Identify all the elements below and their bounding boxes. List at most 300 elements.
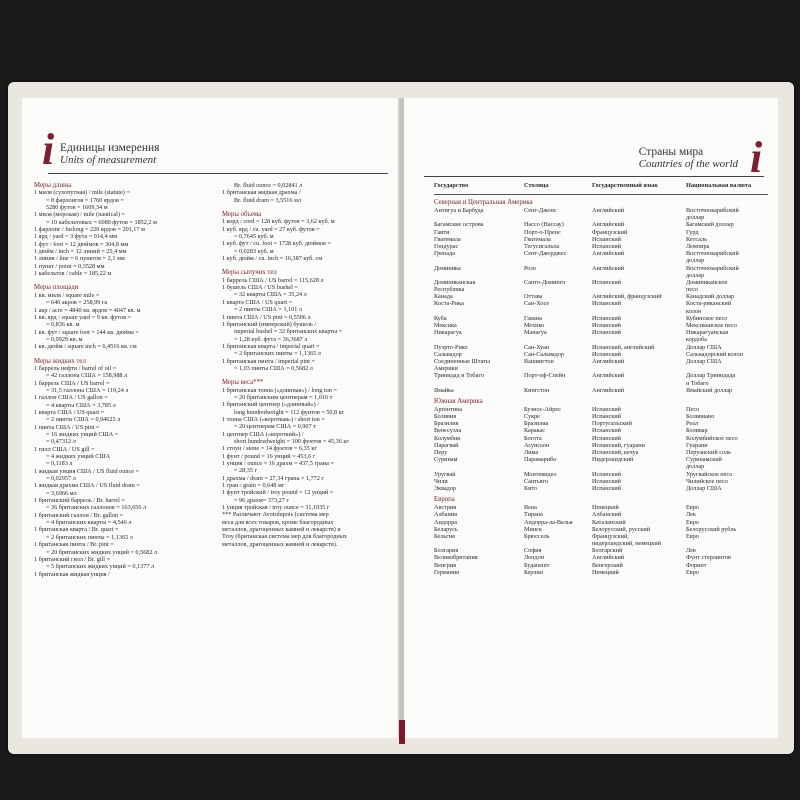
language-name: Венгерский bbox=[592, 561, 623, 569]
unit-line: = 16 жидких унций США = bbox=[46, 431, 119, 438]
currency-name: Боливиано bbox=[686, 413, 715, 421]
capital-name: Кингстон bbox=[524, 386, 550, 394]
unit-line: 1 стоун / stone = 14 фунтов = 6,35 кг bbox=[222, 445, 317, 453]
capital-name: Вашингтон bbox=[524, 357, 554, 365]
country-name: Гондурас bbox=[434, 242, 459, 250]
currency-name: Гурд bbox=[686, 228, 699, 236]
currency-name: Никарагуанская bbox=[686, 329, 729, 337]
unit-line: 1 кабельтов / cable = 185,22 м bbox=[34, 270, 112, 278]
currency-name: Доллар США bbox=[686, 357, 722, 365]
currency-name: Лев bbox=[686, 547, 696, 555]
col-capital: Столица bbox=[524, 182, 549, 189]
unit-line: 1 пинта США / US pint = 0,5506 л bbox=[222, 313, 311, 321]
language-name: Испанский bbox=[592, 477, 621, 485]
table-row bbox=[434, 456, 768, 463]
currency-name: Лек bbox=[686, 511, 696, 519]
unit-line: 1 унция тройская / troy ounce = 31,1035 г bbox=[222, 504, 330, 512]
language-name: Английский bbox=[592, 250, 625, 258]
table-row bbox=[434, 387, 768, 394]
language-name: Албанский bbox=[592, 511, 622, 519]
country-name: Республика bbox=[434, 286, 465, 294]
capital-name: Сент-Джорджес bbox=[524, 250, 567, 258]
table-row bbox=[434, 427, 768, 434]
country-name: Болгария bbox=[434, 547, 459, 555]
country-name: Мексика bbox=[434, 322, 457, 329]
language-name: Немецкий bbox=[592, 504, 619, 512]
unit-line: 1 кв. миля / square mile = bbox=[34, 291, 100, 299]
currency-name: Чилийское песо bbox=[686, 477, 728, 485]
language-name: Нидерландский bbox=[592, 456, 634, 464]
country-name: Албания bbox=[434, 511, 457, 519]
unit-line: = 31,5 галлона США = 119,24 л bbox=[46, 386, 129, 394]
currency-name: и Тобаго bbox=[686, 379, 709, 387]
unit-line: 1 миля (морская) / mile (nautical) = bbox=[34, 211, 125, 219]
currency-name: кордоба bbox=[686, 336, 707, 344]
unit-line: 1 британская кварта / Br. quart = bbox=[34, 526, 119, 534]
unit-line: imperial bushel = 32 британских кварты = bbox=[234, 328, 343, 336]
currency-name: Доллар США bbox=[686, 343, 722, 351]
table-row bbox=[434, 380, 768, 387]
unit-line: 1 жидкая драхма США / US fluid dram = bbox=[34, 482, 140, 490]
table-row bbox=[434, 547, 768, 554]
capital-name: Андорра-ла-Велья bbox=[524, 518, 573, 526]
currency-name: Боливар bbox=[686, 427, 708, 435]
unit-line: 1 британская кварта / imperial quart = bbox=[222, 342, 320, 350]
capital-name: Сент-Джонс bbox=[524, 207, 557, 214]
unit-line: 1 куб. ярд / cu. yard = 27 куб. футов = bbox=[222, 225, 320, 233]
unit-line: 1 фарлонг / furlong = 220 ярдов = 201,17 м bbox=[34, 226, 145, 234]
unit-line: 1 британская пинта / Br. pint = bbox=[34, 541, 114, 549]
unit-line: 1 ярд / yard = 3 фута = 914,4 мм bbox=[34, 233, 118, 241]
country-name: Суринам bbox=[434, 456, 458, 464]
unit-line: = 36 британских галлонов = 163,656 л bbox=[46, 504, 147, 512]
country-name: Эквадор bbox=[434, 484, 457, 492]
unit-line: 1 миля (сухопутная) / mile (statute) = bbox=[34, 189, 130, 197]
currency-name: Перуанский соль bbox=[686, 449, 731, 456]
unit-line: 1 унция / ounce = 16 драхм = 437,5 грана = bbox=[222, 460, 334, 468]
countries-table bbox=[434, 182, 768, 576]
language-name: Испанский bbox=[592, 314, 621, 322]
country-name: Чили bbox=[434, 477, 448, 485]
section-heading: Меры длины bbox=[34, 182, 72, 189]
unit-line: = 2 британских пинты = 1,1365 л bbox=[234, 350, 321, 358]
country-name: Парагвай bbox=[434, 441, 459, 449]
country-name: Великобритания bbox=[434, 554, 478, 562]
table-row bbox=[434, 243, 768, 250]
unit-line: 1 кварта США / US quart = bbox=[34, 408, 105, 416]
bookmark-ribbon bbox=[399, 720, 405, 744]
table-row bbox=[434, 569, 768, 576]
section-heading: Меры жидких тел bbox=[34, 357, 86, 365]
currency-name: Коста-риканский bbox=[686, 300, 732, 308]
unit-line: 1 баррель нефти / barrel of oil = bbox=[34, 364, 117, 372]
unit-line: = 28,35 г bbox=[234, 467, 258, 475]
capital-name: Берлин bbox=[524, 568, 544, 576]
unit-line: = 3,6966 мл bbox=[46, 489, 77, 497]
unit-line: = 2 пинты США = 0,94625 л bbox=[46, 416, 121, 424]
unit-line: = 4 жидких унций США bbox=[46, 453, 111, 461]
left-page bbox=[22, 98, 400, 738]
table-row bbox=[434, 442, 768, 449]
currency-name: Кубинское песо bbox=[686, 314, 728, 322]
language-name: Испанский bbox=[592, 278, 621, 286]
language-name: Испанский bbox=[592, 235, 621, 243]
country-name: Ямайка bbox=[434, 386, 454, 394]
currency-name: доллар bbox=[686, 214, 705, 222]
language-name: Испанский bbox=[592, 329, 621, 337]
table-row bbox=[434, 358, 768, 365]
table-row bbox=[434, 463, 768, 470]
unit-line: 1 кв. ярд / square yard = 9 кв. футов = bbox=[34, 313, 132, 321]
unit-line: Br. fluid dram = 3,5516 мл bbox=[234, 196, 302, 204]
unit-line: 1 центнер США («короткий») / bbox=[222, 430, 304, 438]
unit-line: 1 драхма / dram = 27,34 грана = 1,772 г bbox=[222, 474, 324, 482]
left-header bbox=[60, 142, 159, 166]
table-row bbox=[434, 562, 768, 569]
unit-line: 1 кв. фут / square foot = 144 кв. дюйма = bbox=[34, 328, 139, 336]
unit-line: 1 корд / cord = 128 куб. футов = 3,62 куб. м bbox=[222, 218, 335, 226]
unit-line: 1 фунт / pound = 16 унций = 453,6 г bbox=[222, 452, 316, 460]
currency-name: Восточнокарибский bbox=[686, 207, 739, 214]
unit-line: металлов, драгоценных камней и лекарств). bbox=[222, 540, 338, 548]
unit-line: 1 британская жидкая унция / bbox=[34, 570, 110, 578]
unit-line: = 4 кварты США = 3,785 л bbox=[46, 401, 116, 409]
unit-line: 1 британская жидкая драхма / bbox=[222, 189, 301, 197]
country-name: Германия bbox=[434, 568, 459, 576]
language-name: Испанский bbox=[592, 427, 621, 435]
currency-name: Доминиканское bbox=[686, 278, 728, 286]
table-header bbox=[434, 182, 768, 195]
capital-name: Сантьяго bbox=[524, 477, 549, 485]
country-name: Венгрия bbox=[434, 561, 456, 569]
capital-name: Брюссель bbox=[524, 532, 550, 540]
table-row bbox=[434, 336, 768, 343]
right-header bbox=[639, 146, 738, 170]
country-name: Андорра bbox=[434, 518, 457, 526]
currency-name: Кетсаль bbox=[686, 235, 707, 243]
language-name: Испанский bbox=[592, 405, 621, 413]
capital-name: Сан-Хуан bbox=[524, 343, 550, 351]
table-row bbox=[434, 365, 768, 372]
capital-name: Тегусигальпа bbox=[524, 242, 560, 250]
language-name: Испанский bbox=[592, 350, 621, 358]
country-name: Аргентина bbox=[434, 405, 463, 413]
unit-line: = 32 кварты США = 35,24 л bbox=[234, 291, 307, 299]
unit-line: = 20 британским центнерам = 1,016 т bbox=[234, 393, 333, 401]
country-name: Доминиканская bbox=[434, 278, 476, 286]
country-name: Куба bbox=[434, 314, 447, 322]
capital-name: Минск bbox=[524, 525, 542, 533]
table-row bbox=[434, 435, 768, 442]
capital-name: София bbox=[524, 547, 542, 555]
currency-name: Восточнокарибский bbox=[686, 264, 739, 272]
currency-name: Колумбийское песо bbox=[686, 434, 738, 442]
unit-line: 1 тонна США («короткая») / short ton = bbox=[222, 415, 325, 423]
language-name: Испанский bbox=[592, 322, 621, 329]
unit-line: 1 гран / grain = 0,648 мг bbox=[222, 482, 285, 490]
table-row bbox=[434, 485, 768, 492]
table-row bbox=[434, 257, 768, 264]
unit-line: 1 британский гилл / Br. gill = bbox=[34, 555, 111, 563]
unit-line: = 640 акров = 258,99 га bbox=[46, 299, 108, 307]
capital-name: Асунсьон bbox=[524, 441, 550, 449]
country-name: Антигуа и Барбуда bbox=[434, 207, 484, 214]
unit-line: 1 линия / line = 6 пунктов = 2,1 мм bbox=[34, 255, 125, 263]
capital-name: Оттава bbox=[524, 293, 543, 301]
currency-name: Уругвайское песо bbox=[686, 470, 733, 478]
table-row bbox=[434, 322, 768, 329]
capital-name: Сан-Сальвадор bbox=[524, 350, 565, 358]
country-name: Соединенные Штаты bbox=[434, 357, 491, 365]
region-heading: Северная и Центральная Америка bbox=[434, 199, 533, 206]
country-name: Доминика bbox=[434, 264, 461, 272]
table-row bbox=[434, 478, 768, 485]
country-name: Бельгия bbox=[434, 532, 455, 540]
language-name: Английский bbox=[592, 221, 625, 229]
capital-name: Сукре bbox=[524, 413, 540, 421]
language-name: Английский bbox=[592, 357, 625, 365]
unit-line: = 4 британских кварты = 4,546 л bbox=[46, 519, 132, 527]
unit-line: = 2 британских пинты = 1,1365 л bbox=[46, 533, 133, 541]
currency-name: песо bbox=[686, 286, 699, 294]
currency-name: Форинт bbox=[686, 561, 707, 569]
header-rule bbox=[424, 176, 764, 177]
table-row bbox=[434, 449, 768, 456]
col-state: Государство bbox=[434, 182, 469, 189]
currency-name: Мексиканское песо bbox=[686, 322, 737, 329]
country-name: Бразилия bbox=[434, 420, 459, 428]
right-title-ru: Страны мира bbox=[638, 146, 704, 158]
info-icon: i bbox=[750, 133, 763, 182]
unit-line: = 5 британских жидких унций = 0,1377 л bbox=[46, 563, 155, 571]
country-name: Пуэрто-Рико bbox=[434, 343, 468, 351]
table-row bbox=[434, 286, 768, 293]
left-title-en: Units of measurement bbox=[60, 154, 157, 166]
unit-line: = 8 фарлонгов = 1760 ярдов = bbox=[46, 196, 124, 204]
capital-name: Порт-о-Пренс bbox=[524, 228, 561, 236]
table-row bbox=[434, 315, 768, 322]
country-name: Никарагуа bbox=[434, 329, 462, 337]
unit-line: = 42 галлона США = 158,988 л bbox=[46, 372, 128, 380]
table-body bbox=[434, 198, 768, 576]
language-name: Французский, bbox=[592, 532, 629, 540]
currency-name: Восточнокарибский bbox=[686, 250, 739, 258]
capital-name: Буэнос-Айрес bbox=[524, 405, 562, 413]
currency-name: Лемпира bbox=[686, 242, 710, 250]
unit-line: = 20 центнерам США = 0,907 т bbox=[234, 423, 316, 431]
table-row bbox=[434, 554, 768, 561]
country-name: Перу bbox=[434, 449, 448, 456]
header-rule bbox=[48, 173, 388, 174]
currency-name: доллар bbox=[686, 257, 705, 265]
capital-name: Бразилиа bbox=[524, 420, 549, 428]
capital-name: Богота bbox=[524, 434, 542, 442]
table-row bbox=[434, 329, 768, 336]
col-currency: Национальная валюта bbox=[686, 182, 752, 189]
unit-line: = 1,03 пинты США = 0,5682 л bbox=[234, 364, 313, 372]
currency-name: Евро bbox=[686, 518, 699, 526]
region-heading: Европа bbox=[434, 496, 455, 504]
unit-line: = 0,02957 л bbox=[46, 475, 76, 483]
unit-line: 1 акр / acre = 4840 кв. ярдов = 4047 кв. м bbox=[34, 306, 141, 314]
currency-name: Сальвадорский колон bbox=[686, 350, 743, 358]
language-name: Испанский bbox=[592, 300, 621, 308]
country-name: Сальвадор bbox=[434, 350, 462, 358]
table-row bbox=[434, 272, 768, 279]
country-name: Коста-Рика bbox=[434, 300, 464, 308]
right-title-en: Countries of the world bbox=[638, 158, 738, 170]
table-row bbox=[434, 406, 768, 413]
currency-name: Гуарани bbox=[686, 441, 708, 449]
unit-line: = 2 пинты США = 1,101 л bbox=[234, 306, 302, 314]
unit-line: 1 пинта США / US pint = bbox=[34, 423, 100, 431]
currency-name: Белорусский рубль bbox=[686, 525, 737, 533]
unit-line: = 0,836 кв. м bbox=[46, 321, 80, 329]
country-name: Австрия bbox=[434, 504, 457, 512]
unit-line: 1 фут / foot = 12 дюймов = 304,8 мм bbox=[34, 240, 129, 248]
currency-name: Песо bbox=[686, 405, 700, 413]
table-row bbox=[434, 308, 768, 315]
unit-line: 1 британская тонна («длинная») / long ton = bbox=[222, 386, 337, 394]
table-row bbox=[434, 526, 768, 533]
unit-line: = 1,28 куб. фута = 36,3687 л bbox=[234, 335, 308, 343]
capital-name: Лима bbox=[524, 449, 539, 456]
unit-line: = 10 кабельтовых = 6080 футов = 1852,2 м bbox=[46, 218, 157, 226]
unit-line: 1 кв. дюйм / square inch = 6,4516 кв. см bbox=[34, 343, 137, 351]
unit-line: 1 жидкая унция США / US fluid ounce = bbox=[34, 467, 139, 475]
table-row bbox=[434, 344, 768, 351]
table-row bbox=[434, 229, 768, 236]
table-row bbox=[434, 265, 768, 272]
section-heading: Меры веса*** bbox=[222, 379, 264, 387]
capital-name: Гватемала bbox=[524, 235, 551, 243]
capital-name: Монтевидео bbox=[524, 470, 557, 478]
country-name: Гренада bbox=[434, 250, 455, 258]
capital-name: Лондон bbox=[524, 554, 545, 562]
unit-line: 1 гилл США / US gill = bbox=[34, 445, 95, 453]
currency-name: Ямайский доллар bbox=[686, 386, 733, 394]
country-name: Уругвай bbox=[434, 470, 456, 478]
language-name: Испанский bbox=[592, 413, 621, 421]
unit-line: Troy (британская система мер для благородных bbox=[222, 533, 347, 541]
language-name: Испанский, гуарани bbox=[592, 441, 645, 449]
language-name: Французский bbox=[592, 228, 628, 236]
unit-line: 1 пункт / point = 0,3528 мм bbox=[34, 262, 105, 270]
unit-line: 1 британский (имперский) бушель / bbox=[222, 320, 317, 328]
unit-line: long hundredweight = 112 фунтов = 50,8 кг bbox=[234, 408, 345, 416]
unit-line: 1 куб. фут / cu. foot = 1728 куб. дюймов = bbox=[222, 240, 331, 248]
section-heading: Меры площади bbox=[34, 284, 79, 292]
language-name: Английский bbox=[592, 372, 625, 380]
table-row bbox=[434, 540, 768, 547]
unit-line: = 0,7645 куб. м bbox=[234, 233, 274, 241]
unit-line: = 0,47312 л bbox=[46, 438, 76, 446]
unit-line: = 20 британских жидких унций = 0,5682 л bbox=[46, 548, 158, 556]
units-column-2 bbox=[222, 182, 349, 548]
language-name: Испанский bbox=[592, 484, 621, 492]
currency-name: Реал bbox=[686, 420, 699, 428]
language-name: Немецкий bbox=[592, 568, 619, 576]
unit-line: 1 британский баррель / Br. barrel = bbox=[34, 497, 125, 505]
unit-line: 5280 футов = 1609,34 м bbox=[46, 204, 108, 212]
country-name: Колумбия bbox=[434, 434, 461, 442]
currency-name: Евро bbox=[686, 532, 699, 540]
unit-line: металлов, драгоценных камней и лекарств) и bbox=[222, 526, 341, 534]
unit-line: 1 бушель США / US bushel = bbox=[222, 284, 298, 292]
language-name: Болгарский bbox=[592, 547, 623, 555]
unit-line: 1 дюйм / inch = 12 линий = 25,4 мм bbox=[34, 248, 127, 256]
language-name: Испанский bbox=[592, 434, 621, 442]
unit-line: = 0,1183 л bbox=[46, 460, 73, 468]
unit-line: 1 куб. дюйм / cu. inch = 16,387 куб. см bbox=[222, 255, 323, 263]
unit-line: 1 британский галлон / Br. gallon = bbox=[34, 511, 124, 519]
country-name: Гаити bbox=[434, 228, 450, 236]
table-row bbox=[434, 279, 768, 286]
table-row bbox=[434, 351, 768, 358]
currency-name: колон bbox=[686, 307, 702, 315]
table-row bbox=[434, 236, 768, 243]
capital-name: Манагуа bbox=[524, 329, 547, 337]
language-name: Испанский, английский bbox=[592, 343, 655, 351]
country-name: Тринидад и Тобаго bbox=[434, 372, 484, 380]
country-name: Америки bbox=[434, 365, 458, 373]
currency-name: Багамский доллар bbox=[686, 221, 734, 229]
currency-name: Доллар Тринидада bbox=[686, 372, 736, 380]
unit-line: 1 баррель США / US barrel = 115,628 л bbox=[222, 276, 324, 284]
currency-name: Канадский доллар bbox=[686, 293, 735, 301]
country-name: Гватемала bbox=[434, 235, 461, 243]
capital-name: Порт-оф-Спейн bbox=[524, 372, 566, 380]
capital-name: Нассо (Нассау) bbox=[524, 221, 564, 229]
language-name: Английский bbox=[592, 207, 625, 214]
table-row bbox=[434, 511, 768, 518]
country-name: Беларусь bbox=[434, 525, 458, 533]
capital-name: Парамарибо bbox=[524, 456, 557, 464]
table-row bbox=[434, 221, 768, 228]
capital-name: Санто-Доминго bbox=[524, 278, 566, 286]
table-row bbox=[434, 471, 768, 478]
table-row bbox=[434, 250, 768, 257]
language-name: нидерландский, немецкий bbox=[592, 540, 661, 548]
unit-line: *** Различают Avoirdupois (система мер bbox=[222, 511, 329, 519]
country-name: Канада bbox=[434, 293, 453, 301]
table-row bbox=[434, 533, 768, 540]
country-name: Боливия bbox=[434, 413, 457, 421]
capital-name: Тирана bbox=[524, 511, 543, 519]
table-row bbox=[434, 420, 768, 427]
table-row bbox=[434, 413, 768, 420]
capital-name: Сан-Хосе bbox=[524, 300, 550, 308]
unit-line: 1 баррель США / US barrel = bbox=[34, 379, 110, 387]
capital-name: Кито bbox=[524, 484, 538, 492]
language-name: Английский, французский bbox=[592, 293, 662, 301]
language-name: Испанский, кечуа bbox=[592, 449, 639, 456]
currency-name: Евро bbox=[686, 568, 699, 576]
language-name: Английский bbox=[592, 264, 625, 272]
units-column-1 bbox=[34, 182, 157, 578]
info-icon: i bbox=[42, 125, 55, 174]
table-row bbox=[434, 519, 768, 526]
unit-line: = 96 драхм= 373,27 г bbox=[234, 496, 289, 504]
currency-name: Евро bbox=[686, 504, 699, 512]
language-name: Испанский bbox=[592, 470, 621, 478]
language-name: Испанский bbox=[592, 242, 621, 250]
col-language: Государственный язык bbox=[592, 182, 658, 189]
unit-line: Br. fluid ounce = 0,02841 л bbox=[234, 182, 303, 189]
unit-line: short hundredweight = 100 фунтов = 45,36 кг bbox=[234, 438, 349, 445]
table-row bbox=[434, 372, 768, 379]
unit-line: 1 кварта США / US quart = bbox=[222, 298, 293, 306]
